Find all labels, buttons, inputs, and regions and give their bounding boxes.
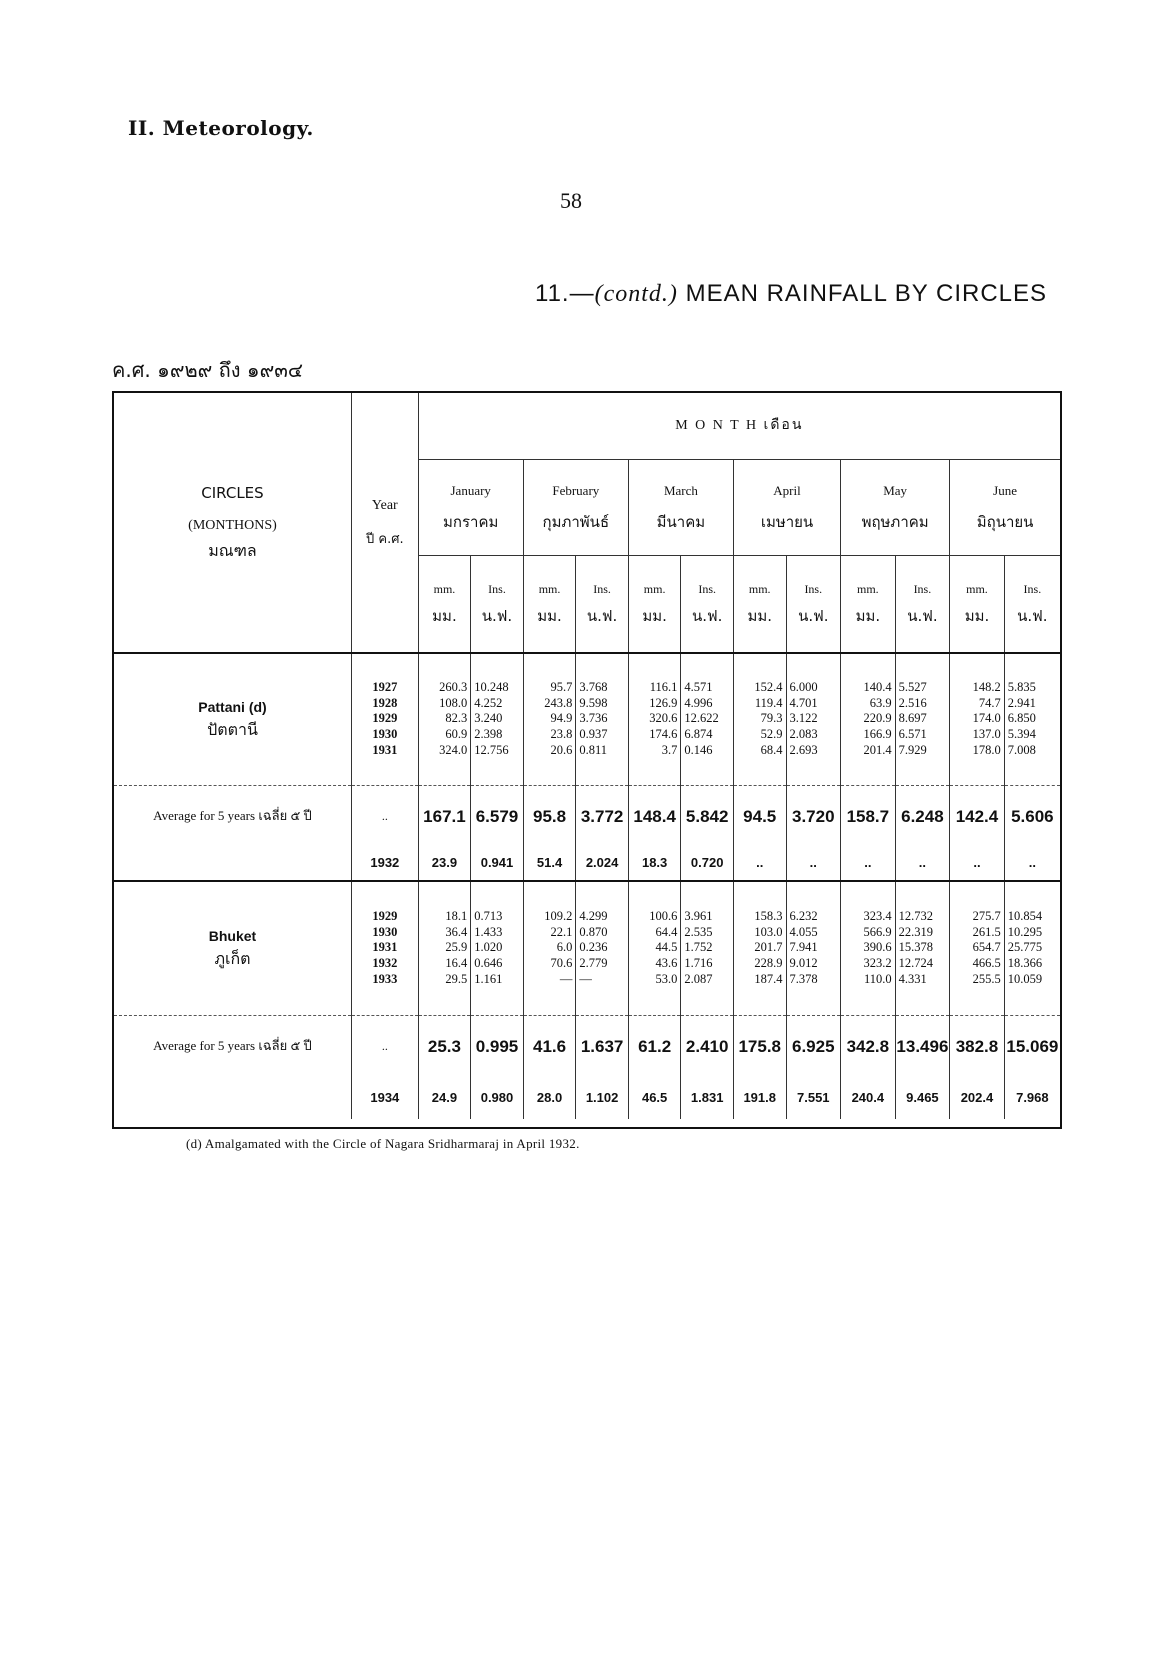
average-value: 94.5 [733, 785, 786, 847]
rainfall-values: 148.2 74.7 174.0 137.0 178.0 [950, 653, 1005, 785]
extra-value: .. [1028, 855, 1036, 871]
average-value: 148.4 [628, 785, 681, 847]
average-value: 3.720 [786, 785, 841, 847]
month-header-2 [628, 459, 733, 555]
extra-value: 240.4 [841, 1077, 896, 1119]
unit-th: มม. [747, 606, 772, 625]
circle-name: Bhuket [208, 927, 257, 944]
extra-year: 1932 [351, 847, 418, 881]
average-value: 5.606 [1011, 806, 1054, 826]
unit-th: มม. [537, 606, 562, 625]
average-value: 175.8 [733, 1015, 786, 1077]
extra-value: 0.720 [681, 847, 734, 881]
average-row [114, 785, 1060, 847]
month-header-4 [841, 459, 950, 555]
unit-th: มม. [642, 606, 667, 625]
month-th: มิถุนายน [976, 512, 1034, 531]
average-value: 15.069 [1006, 1036, 1059, 1056]
average-value: 2.410 [681, 1015, 734, 1077]
rainfall-values: 12.732 22.319 15.378 12.724 4.331 [895, 881, 950, 1015]
average-value: 167.1 [418, 785, 471, 847]
unit-en: Ins. [593, 581, 611, 596]
rainfall-values: 5.527 2.516 8.697 6.571 7.929 [895, 653, 950, 785]
rainfall-values: 109.2 22.1 6.0 70.6 — [523, 881, 576, 1015]
circle-detail-row [114, 881, 1060, 1015]
unit-mm [523, 555, 576, 653]
circle-detail-row [114, 653, 1060, 785]
rainfall-table [112, 391, 1062, 1129]
month-header-0 [418, 459, 523, 555]
extra-value: 23.9 [418, 847, 471, 881]
extra-value: 7.968 [1016, 1089, 1049, 1105]
extra-value: 2.024 [576, 847, 629, 881]
extra-value: 46.5 [628, 1077, 681, 1119]
unit-th: น.ฟ. [1017, 606, 1048, 625]
year-span: ค.ศ. ๑๙๒๙ ถึง ๑๙๓๔ [112, 358, 304, 382]
unit-en: mm. [433, 581, 456, 596]
month-en: April [773, 482, 801, 498]
extra-value: 24.9 [418, 1077, 471, 1119]
average-year: .. [351, 785, 418, 847]
month-en: January [450, 482, 491, 498]
average-value: 6.579 [471, 785, 524, 847]
unit-th: น.ฟ. [798, 606, 829, 625]
rainfall-values: 10.854 10.295 25.775 18.366 10.059 [1004, 881, 1060, 1015]
unit-ins [1004, 555, 1060, 653]
average-value: 6.248 [895, 785, 950, 847]
page-number: 58 [560, 188, 582, 213]
extra-value: 51.4 [523, 847, 576, 881]
unit-en: mm. [857, 581, 879, 596]
extra-value: 18.3 [628, 847, 681, 881]
circles-header [114, 393, 351, 653]
year-header [351, 393, 418, 653]
average-value: 3.772 [576, 785, 629, 847]
unit-mm [733, 555, 786, 653]
unit-th: น.ฟ. [907, 606, 938, 625]
footnote: (d) Amalgamated with the Circle of Nagara Sridharmaraj in April 1932. [186, 1136, 580, 1151]
unit-en: mm. [643, 581, 666, 596]
average-value: 6.925 [786, 1015, 841, 1077]
year-label-thai: ปี ค.ศ. [366, 532, 404, 548]
average-label: Average for 5 years เฉลี่ย ๕ ปี [114, 785, 351, 847]
rainfall-grid [114, 393, 1060, 1119]
unit-en: Ins. [913, 581, 932, 596]
average-value: 61.2 [628, 1015, 681, 1077]
unit-ins [681, 555, 734, 653]
average-value: 41.6 [523, 1015, 576, 1077]
average-value: 25.3 [418, 1015, 471, 1077]
month-header-1 [523, 459, 628, 555]
unit-en: Ins. [1023, 581, 1042, 596]
extra-year-row [114, 1077, 1060, 1119]
average-value: 142.4 [950, 785, 1005, 847]
unit-th: น.ฟ. [586, 606, 618, 625]
average-label: Average for 5 years เฉลี่ย ๕ ปี [114, 1015, 351, 1077]
month-en: March [663, 482, 698, 498]
unit-mm [841, 555, 896, 653]
unit-ins [471, 555, 524, 653]
circle-name-thai: ปัตตานี [207, 720, 258, 739]
unit-ins [576, 555, 629, 653]
month-th: มกราคม [443, 512, 499, 531]
month-header-5 [950, 459, 1060, 555]
rainfall-values: 323.4 566.9 390.6 323.2 110.0 [841, 881, 896, 1015]
rainfall-values: 6.000 4.701 3.122 2.083 2.693 [786, 653, 841, 785]
rainfall-values: 140.4 63.9 220.9 166.9 201.4 [841, 653, 896, 785]
average-row [114, 1015, 1060, 1077]
circles-label: CIRCLES [201, 484, 264, 503]
month-header: M O N T H เดือน [675, 418, 804, 433]
unit-mm [628, 555, 681, 653]
month-en: June [993, 482, 1018, 498]
extra-value: 191.8 [733, 1077, 786, 1119]
extra-value: .. [841, 847, 896, 881]
month-th: มีนาคม [656, 512, 706, 531]
month-th: กุมภาพันธ์ [542, 512, 610, 531]
extra-year: 1934 [351, 1077, 418, 1119]
extra-label-blank [114, 847, 351, 881]
unit-en: mm. [966, 581, 988, 596]
unit-th: มม. [432, 606, 457, 625]
table-title [535, 280, 1047, 308]
average-value: 95.8 [523, 785, 576, 847]
extra-value: 7.551 [786, 1077, 841, 1119]
title-contd: (contd.) [594, 281, 678, 307]
unit-en: Ins. [698, 581, 717, 596]
circle-name-cell [114, 881, 351, 1015]
extra-value: 9.465 [895, 1077, 950, 1119]
rainfall-values: 275.7 261.5 654.7 466.5 255.5 [950, 881, 1005, 1015]
average-value: 13.496 [895, 1015, 950, 1077]
unit-en: mm. [538, 581, 561, 596]
month-th: พฤษภาคม [861, 512, 929, 531]
unit-th: น.ฟ. [481, 606, 513, 625]
unit-th: มม. [855, 606, 881, 625]
rainfall-values: 158.3 103.0 201.7 228.9 187.4 [733, 881, 786, 1015]
extra-value: .. [786, 847, 841, 881]
rainfall-values: 3.768 9.598 3.736 0.937 0.811 [576, 653, 629, 785]
extra-value: .. [950, 847, 1005, 881]
rainfall-values: 10.248 4.252 3.240 2.398 12.756 [471, 653, 524, 785]
unit-th: มม. [964, 606, 990, 625]
extra-value: 1.831 [681, 1077, 734, 1119]
year-label: Year [371, 497, 398, 513]
average-value: 382.8 [950, 1015, 1005, 1077]
extra-value: 1.102 [576, 1077, 629, 1119]
extra-value: .. [895, 847, 950, 881]
month-en: February [552, 482, 600, 498]
rainfall-values: 260.3 108.0 82.3 60.9 324.0 [418, 653, 471, 785]
extra-label-blank [114, 1077, 351, 1119]
circle-name: Pattani (d) [198, 698, 267, 715]
title-prefix: 11.— [535, 280, 595, 307]
circle-name-cell [114, 653, 351, 785]
rainfall-values: 6.232 4.055 7.941 9.012 7.378 [786, 881, 841, 1015]
rainfall-values: 18.1 36.4 25.9 16.4 29.5 [418, 881, 471, 1015]
month-th: เมษายน [760, 512, 814, 531]
rainfall-values: 152.4 119.4 79.3 52.9 68.4 [733, 653, 786, 785]
rainfall-values: 0.713 1.433 1.020 0.646 1.161 [471, 881, 524, 1015]
unit-en: Ins. [488, 581, 506, 596]
unit-ins [786, 555, 841, 653]
circles-label-2: (MONTHONS) [188, 518, 277, 534]
rainfall-values: 4.299 0.870 0.236 2.779 — [576, 881, 629, 1015]
rainfall-values: 95.7 243.8 94.9 23.8 20.6 [523, 653, 576, 785]
average-value: 5.842 [681, 785, 734, 847]
year-list: 1927 1928 1929 1930 1931 [351, 653, 418, 785]
unit-en: mm. [748, 581, 771, 596]
extra-value: 28.0 [523, 1077, 576, 1119]
unit-th: น.ฟ. [691, 606, 723, 625]
title-main: MEAN RAINFALL BY CIRCLES [685, 280, 1048, 307]
month-header-3 [733, 459, 840, 555]
average-year: .. [351, 1015, 418, 1077]
average-value: 158.7 [841, 785, 896, 847]
average-value: 1.637 [576, 1015, 629, 1077]
unit-mm [950, 555, 1005, 653]
section-heading: II. Meteorology. [128, 116, 314, 140]
average-value: 0.995 [471, 1015, 524, 1077]
extra-value: 0.980 [471, 1077, 524, 1119]
extra-value: 0.941 [471, 847, 524, 881]
rainfall-values: 100.6 64.4 44.5 43.6 53.0 [628, 881, 681, 1015]
unit-ins [895, 555, 950, 653]
year-list: 1929 1930 1931 1932 1933 [351, 881, 418, 1015]
extra-value: .. [733, 847, 786, 881]
rainfall-values: 116.1 126.9 320.6 174.6 3.7 [628, 653, 681, 785]
extra-value: 202.4 [950, 1077, 1005, 1119]
average-value: 342.8 [841, 1015, 896, 1077]
unit-mm [418, 555, 471, 653]
rainfall-values: 5.835 2.941 6.850 5.394 7.008 [1004, 653, 1060, 785]
extra-year-row [114, 847, 1060, 881]
rainfall-values: 3.961 2.535 1.752 1.716 2.087 [681, 881, 734, 1015]
unit-en: Ins. [804, 581, 823, 596]
month-en: May [883, 482, 908, 498]
rainfall-values: 4.571 4.996 12.622 6.874 0.146 [681, 653, 734, 785]
circles-label-thai: มณฑล [208, 540, 257, 560]
circle-name-thai: ภูเก็ต [214, 949, 251, 968]
